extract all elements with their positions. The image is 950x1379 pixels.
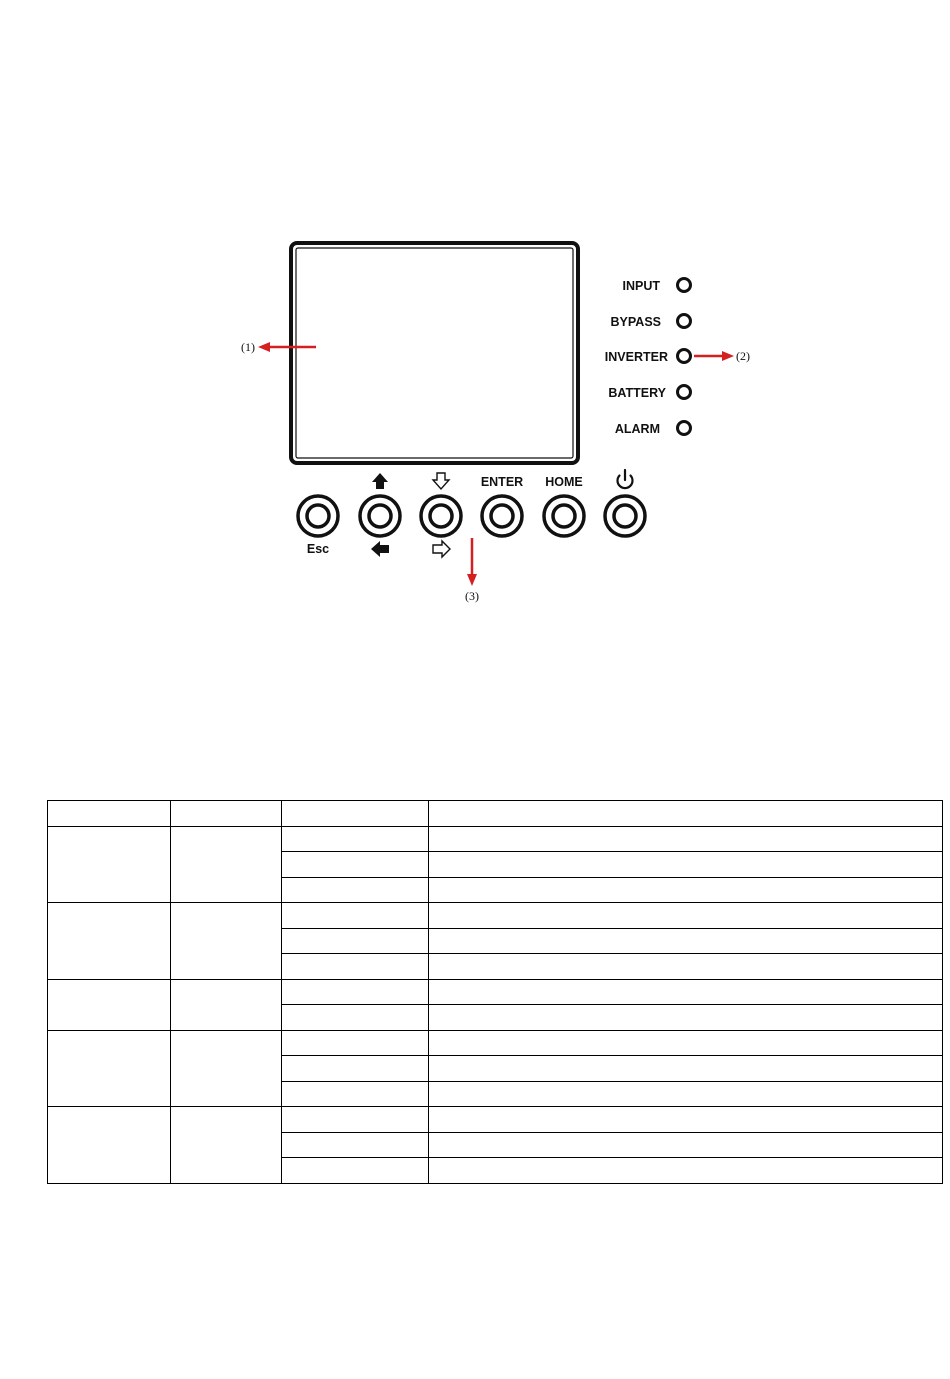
power-icon — [618, 470, 633, 488]
table-cell — [282, 1030, 429, 1056]
lcd-screen — [291, 243, 578, 463]
table-cell — [429, 852, 943, 878]
table-cell — [171, 903, 282, 980]
enter-button[interactable] — [481, 475, 523, 536]
esc-label: Esc — [306, 542, 330, 556]
arrow-up-filled-icon — [372, 473, 388, 489]
table-row — [48, 1030, 943, 1056]
led-input — [623, 279, 691, 294]
table-cell — [429, 877, 943, 903]
table-cell — [282, 1158, 429, 1184]
table-cell — [429, 1056, 943, 1082]
led-inverter — [605, 350, 691, 365]
arrow-left-filled-icon — [371, 541, 389, 557]
table-cell — [429, 1081, 943, 1107]
front-panel-diagram — [0, 0, 950, 640]
arrow-right-outline-icon — [433, 541, 450, 557]
table-cell — [429, 1107, 943, 1133]
power-button[interactable] — [605, 470, 645, 536]
esc-button[interactable] — [298, 496, 338, 556]
table-row — [48, 979, 943, 1005]
table-cell — [171, 801, 282, 827]
table-cell — [429, 928, 943, 954]
table-cell — [282, 928, 429, 954]
table-cell — [48, 1107, 171, 1184]
led-bypass-light — [678, 315, 691, 328]
table-cell — [282, 954, 429, 980]
table-cell — [282, 877, 429, 903]
table-cell — [171, 1030, 282, 1107]
arrow-down-outline-icon — [433, 473, 449, 489]
callout-leds — [694, 349, 750, 363]
table-header-row — [48, 801, 943, 827]
table-cell — [282, 903, 429, 929]
led-input-light — [678, 279, 691, 292]
led-bypass — [611, 315, 691, 330]
led-alarm-light — [678, 422, 691, 435]
table-cell — [48, 801, 171, 827]
table-cell — [282, 1005, 429, 1031]
table-cell — [282, 1132, 429, 1158]
table-cell — [171, 1107, 282, 1184]
led-label: INPUT — [622, 279, 660, 293]
led-battery-light — [678, 386, 691, 399]
table-row — [48, 903, 943, 929]
table-cell — [429, 1030, 943, 1056]
down-right-button[interactable] — [421, 473, 461, 557]
led-battery — [608, 386, 690, 401]
led-inverter-light — [678, 350, 691, 363]
led-indicators — [605, 279, 691, 437]
table-cell — [429, 979, 943, 1005]
table-row — [48, 826, 943, 852]
led-label: ALARM — [614, 422, 660, 436]
table-cell — [171, 979, 282, 1030]
table-cell — [429, 903, 943, 929]
led-alarm — [615, 422, 691, 437]
table-cell — [429, 1132, 943, 1158]
led-label: BYPASS — [610, 315, 661, 329]
table-cell — [429, 801, 943, 827]
table-cell — [282, 826, 429, 852]
table-cell — [48, 826, 171, 903]
table-cell — [48, 979, 171, 1030]
table-row — [48, 1107, 943, 1133]
up-left-button[interactable] — [360, 473, 400, 557]
table-cell — [48, 903, 171, 980]
callout-buttons — [465, 538, 479, 603]
table-cell — [429, 826, 943, 852]
table-cell — [282, 852, 429, 878]
table-cell — [282, 1081, 429, 1107]
spec-table — [47, 800, 943, 1184]
table-cell — [171, 826, 282, 903]
enter-label: ENTER — [480, 475, 524, 489]
table-cell — [282, 1056, 429, 1082]
table-cell — [48, 1030, 171, 1107]
home-button[interactable] — [544, 475, 584, 536]
callout-label: (2) — [736, 349, 750, 363]
table-cell — [429, 1158, 943, 1184]
table-cell — [429, 1005, 943, 1031]
table-cell — [429, 954, 943, 980]
home-label: HOME — [545, 475, 583, 489]
led-label: INVERTER — [604, 350, 668, 364]
table-cell — [282, 801, 429, 827]
led-label: BATTERY — [608, 386, 666, 400]
callout-label: (3) — [465, 589, 479, 603]
table-cell — [282, 1107, 429, 1133]
callout-label: (1) — [241, 340, 255, 354]
table-cell — [282, 979, 429, 1005]
